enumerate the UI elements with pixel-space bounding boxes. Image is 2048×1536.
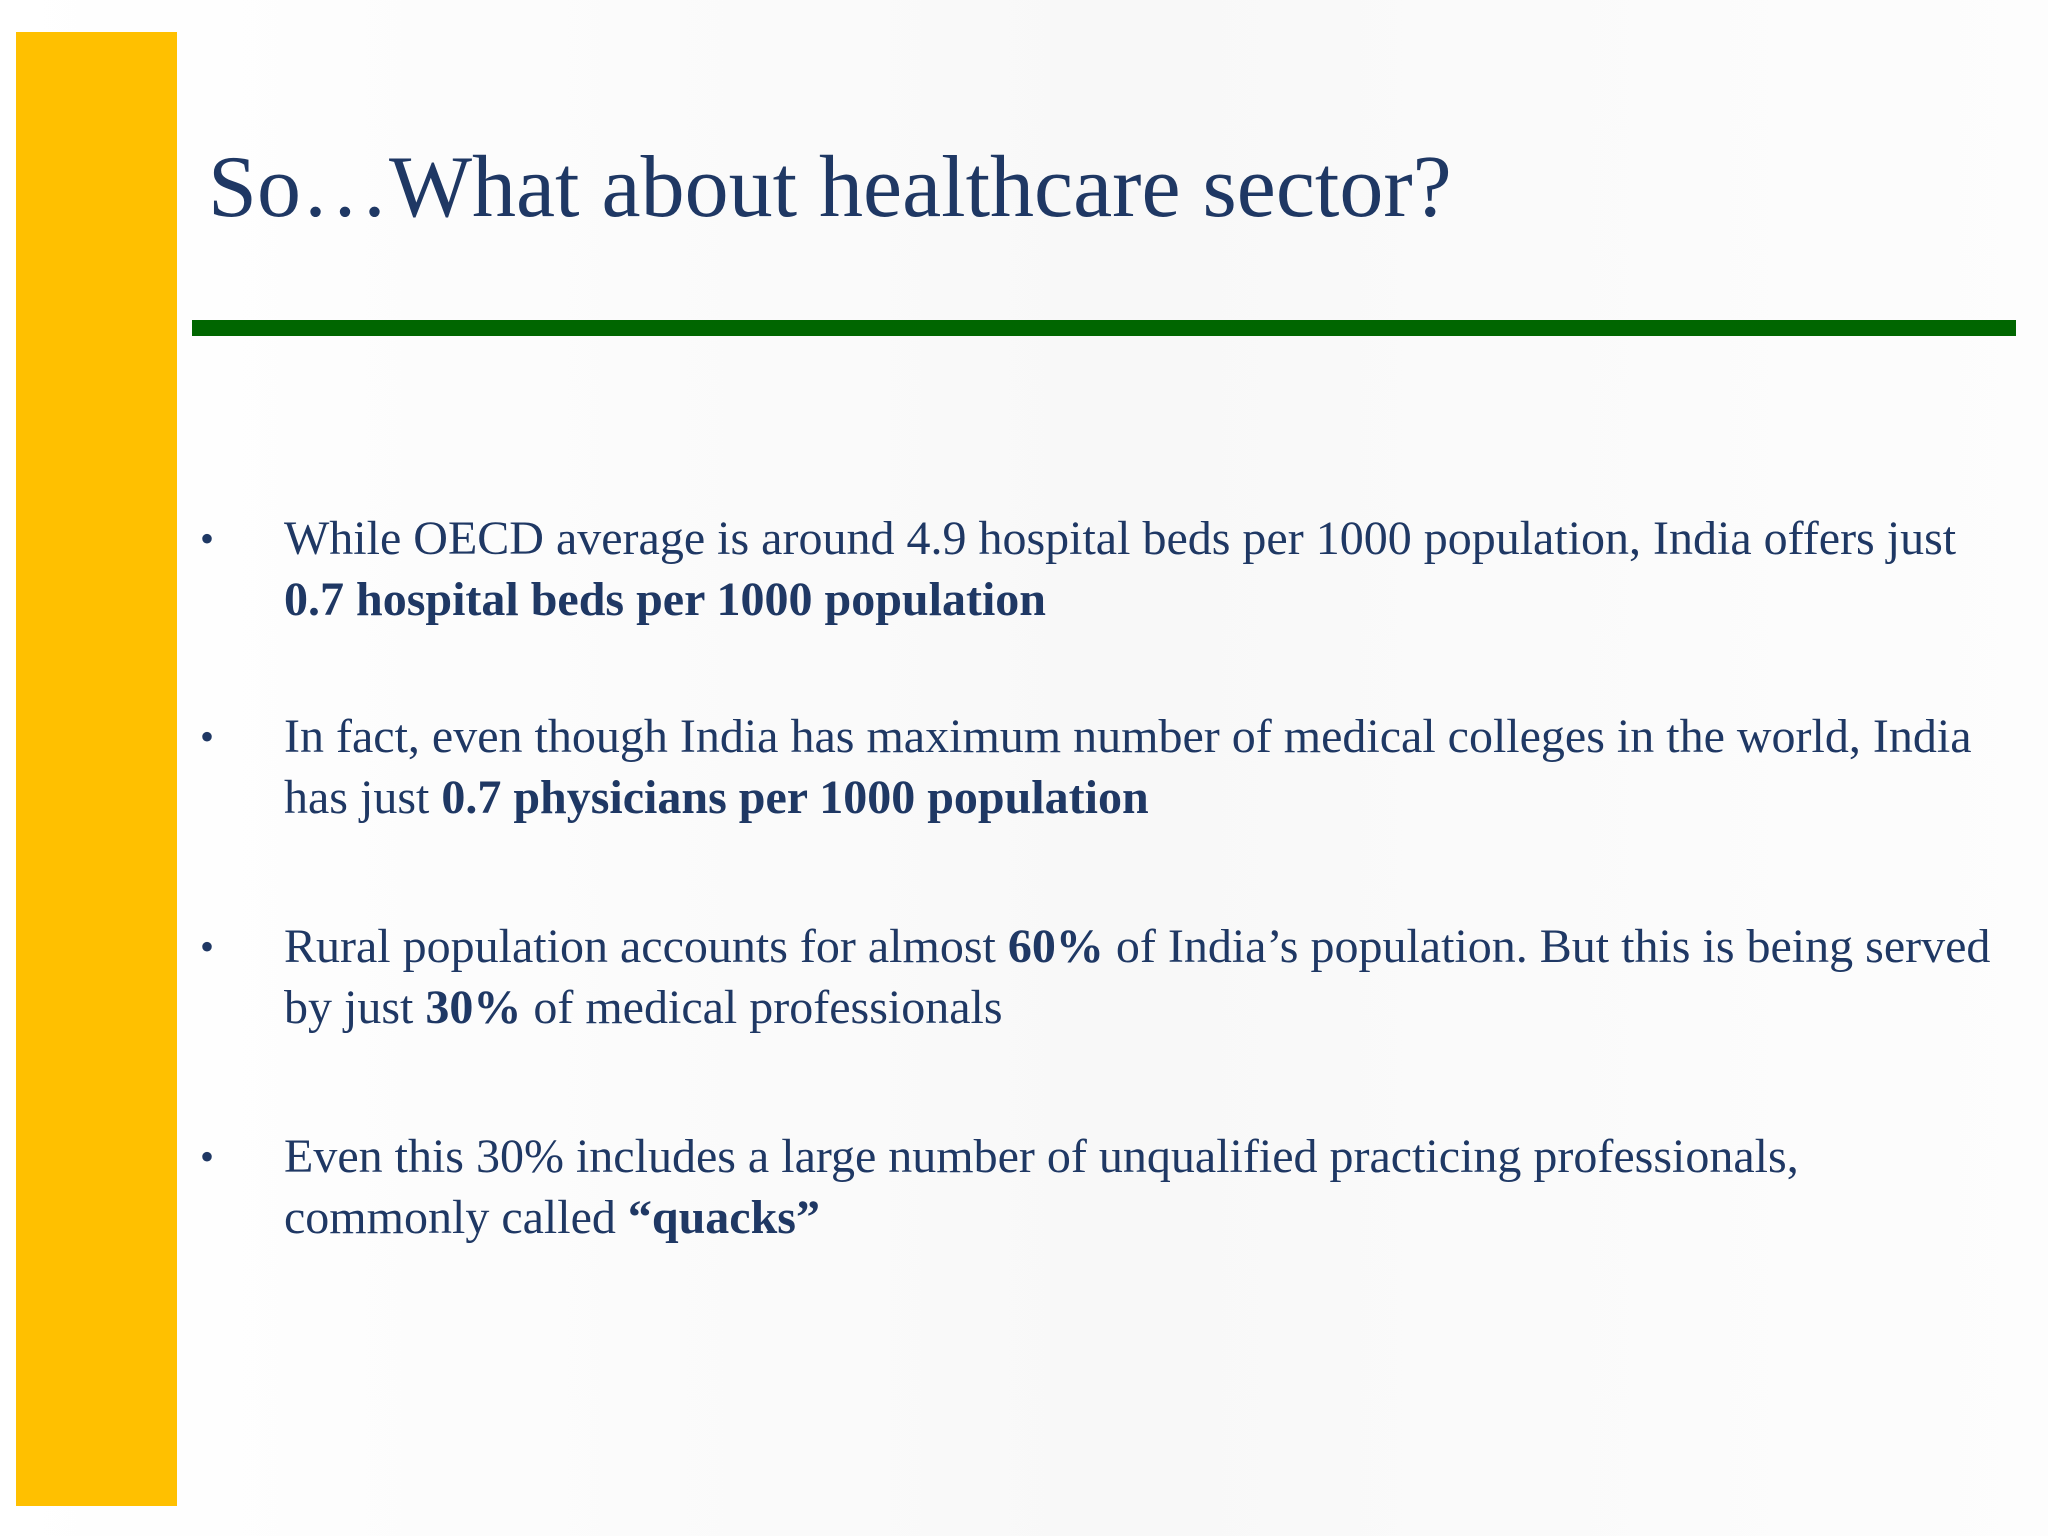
bullet-text <box>284 1126 1994 1248</box>
title-divider <box>192 320 2016 336</box>
bullet-text-regular: In fact, even though India has maximum number of medical colleges in the world, India has just <box>284 710 1972 824</box>
bullet-icon: • <box>200 924 215 969</box>
bullet-text-regular: Rural population accounts for almost <box>284 920 1008 973</box>
bullet-text-emphasis: “quacks” <box>627 1191 820 1244</box>
bullet-icon: • <box>200 714 215 759</box>
bullet-text <box>284 706 1994 828</box>
bullet-text-emphasis: 30% <box>425 981 522 1034</box>
bullet-icon: • <box>200 1134 215 1179</box>
bullet-text-emphasis: 0.7 physicians per 1000 population <box>441 771 1149 824</box>
accent-bar <box>16 32 177 1506</box>
bullet-text-emphasis: 0.7 hospital beds per 1000 population <box>284 573 1046 626</box>
bullet-icon: • <box>200 516 215 561</box>
bullet-text-regular: of India’s population. But this is being served by just <box>284 920 1991 1034</box>
bullet-text <box>284 916 1994 1038</box>
bullet-text-regular: While OECD average is around 4.9 hospital beds per 1000 population, India offers just <box>284 512 1957 565</box>
bullet-text-emphasis: 60% <box>1007 920 1104 973</box>
bullet-text-regular: Even this 30% includes a large number of unqualified practicing professionals, commonly called <box>284 1130 1799 1244</box>
slide-title: So…What about healthcare sector? <box>208 139 1452 236</box>
bullet-text <box>284 508 1994 630</box>
bullet-text-regular: of medical professionals <box>521 981 1003 1034</box>
